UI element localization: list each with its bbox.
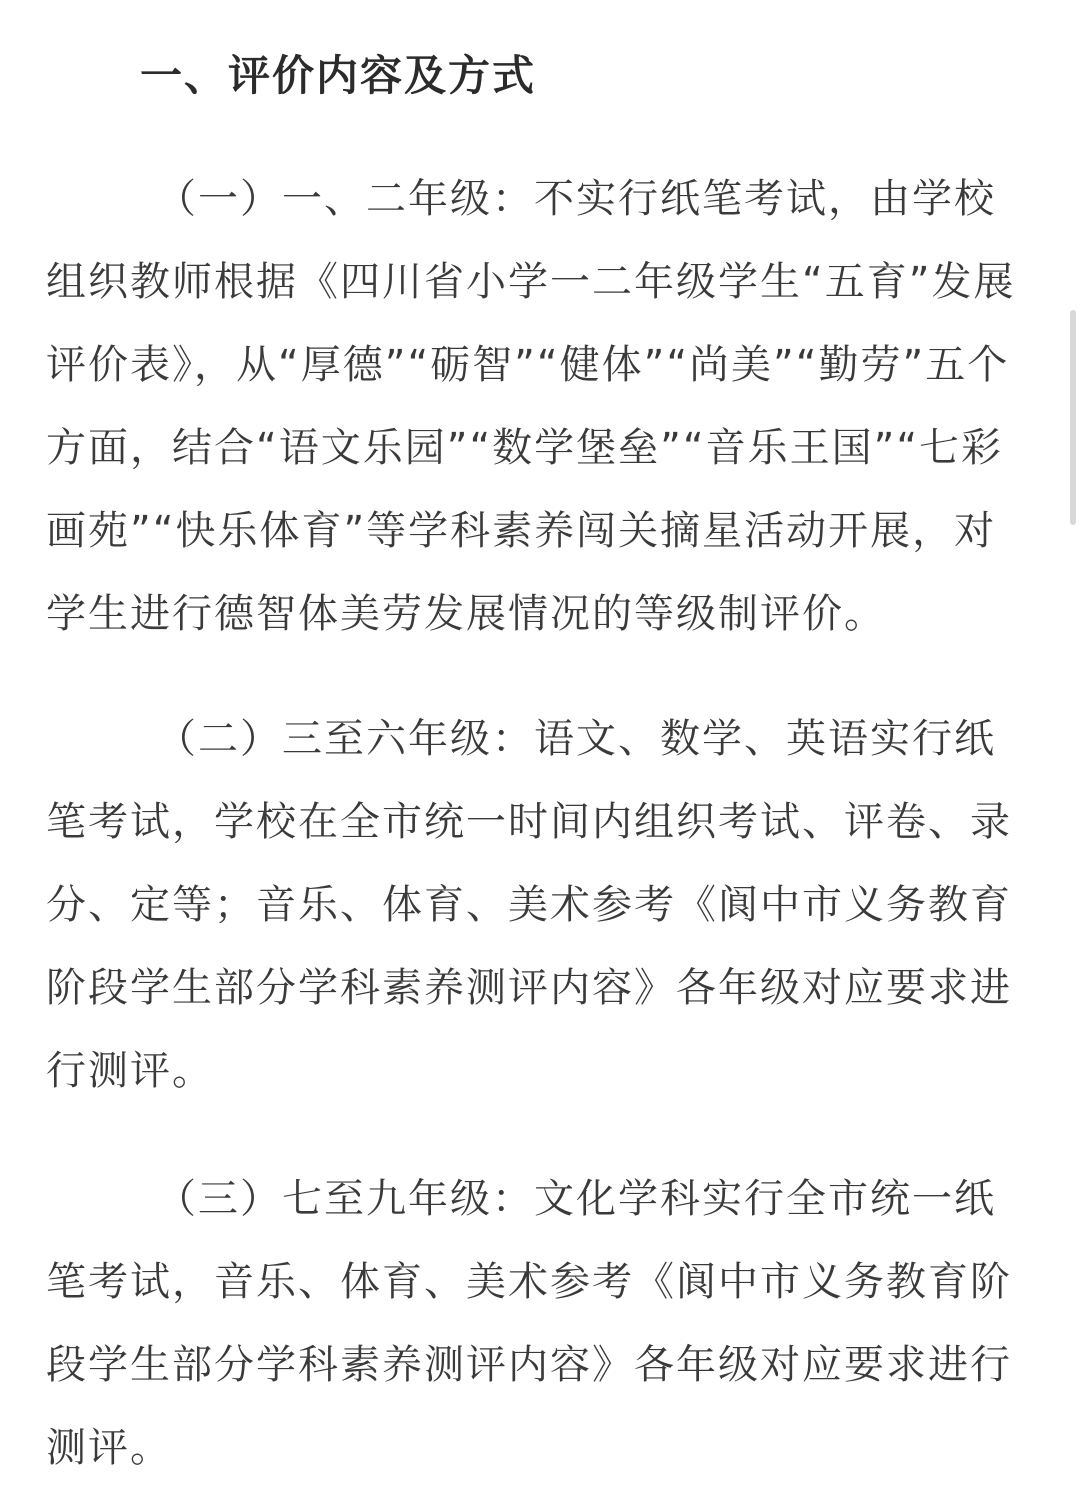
paragraph-grades-7-9 (46, 1158, 1034, 1490)
paragraph-line: 笔考试，音乐、体育、美术参考《阆中市义务教育阶 (46, 1259, 1012, 1305)
paragraph-line: （三）七至九年级：文化学科实行全市统一纸 (156, 1176, 996, 1222)
paragraph-line: 笔考试，学校在全市统一时间内组织考试、评卷、录 (46, 799, 1012, 845)
section-heading: 一、评价内容及方式 (140, 51, 537, 100)
paragraph-line: 组织教师根据《四川省小学一二年级学生“五育”发展 (46, 259, 1016, 305)
paragraph-line: 阶段学生部分学科素养测评内容》各年级对应要求进 (46, 965, 1012, 1011)
paragraph-grades-1-2 (46, 158, 1034, 656)
paragraph-line: （二）三至六年级：语文、数学、英语实行纸 (156, 716, 996, 762)
paragraph-line: 方面，结合“语文乐园”“数学堡垒”“音乐王国”“七彩 (46, 425, 1004, 471)
scrollbar-thumb[interactable] (1070, 310, 1076, 525)
paragraph-grades-3-6 (46, 698, 1034, 1113)
paragraph-line: 测评。 (46, 1425, 172, 1471)
paragraph-line: 评价表》，从“厚德”“砺智”“健体”“尚美”“勤劳”五个 (46, 342, 1010, 388)
paragraph-line: 行测评。 (46, 1048, 214, 1094)
paragraph-line: 画苑”“快乐体育”等学科素养闯关摘星活动开展，对 (46, 508, 997, 554)
paragraph-line: 分、定等；音乐、体育、美术参考《阆中市义务教育 (46, 882, 1012, 928)
paragraph-line: （一）一、二年级：不实行纸笔考试，由学校 (156, 176, 996, 222)
paragraph-line: 段学生部分学科素养测评内容》各年级对应要求进行 (46, 1342, 1012, 1388)
paragraph-line: 学生进行德智体美劳发展情况的等级制评价。 (46, 591, 886, 637)
